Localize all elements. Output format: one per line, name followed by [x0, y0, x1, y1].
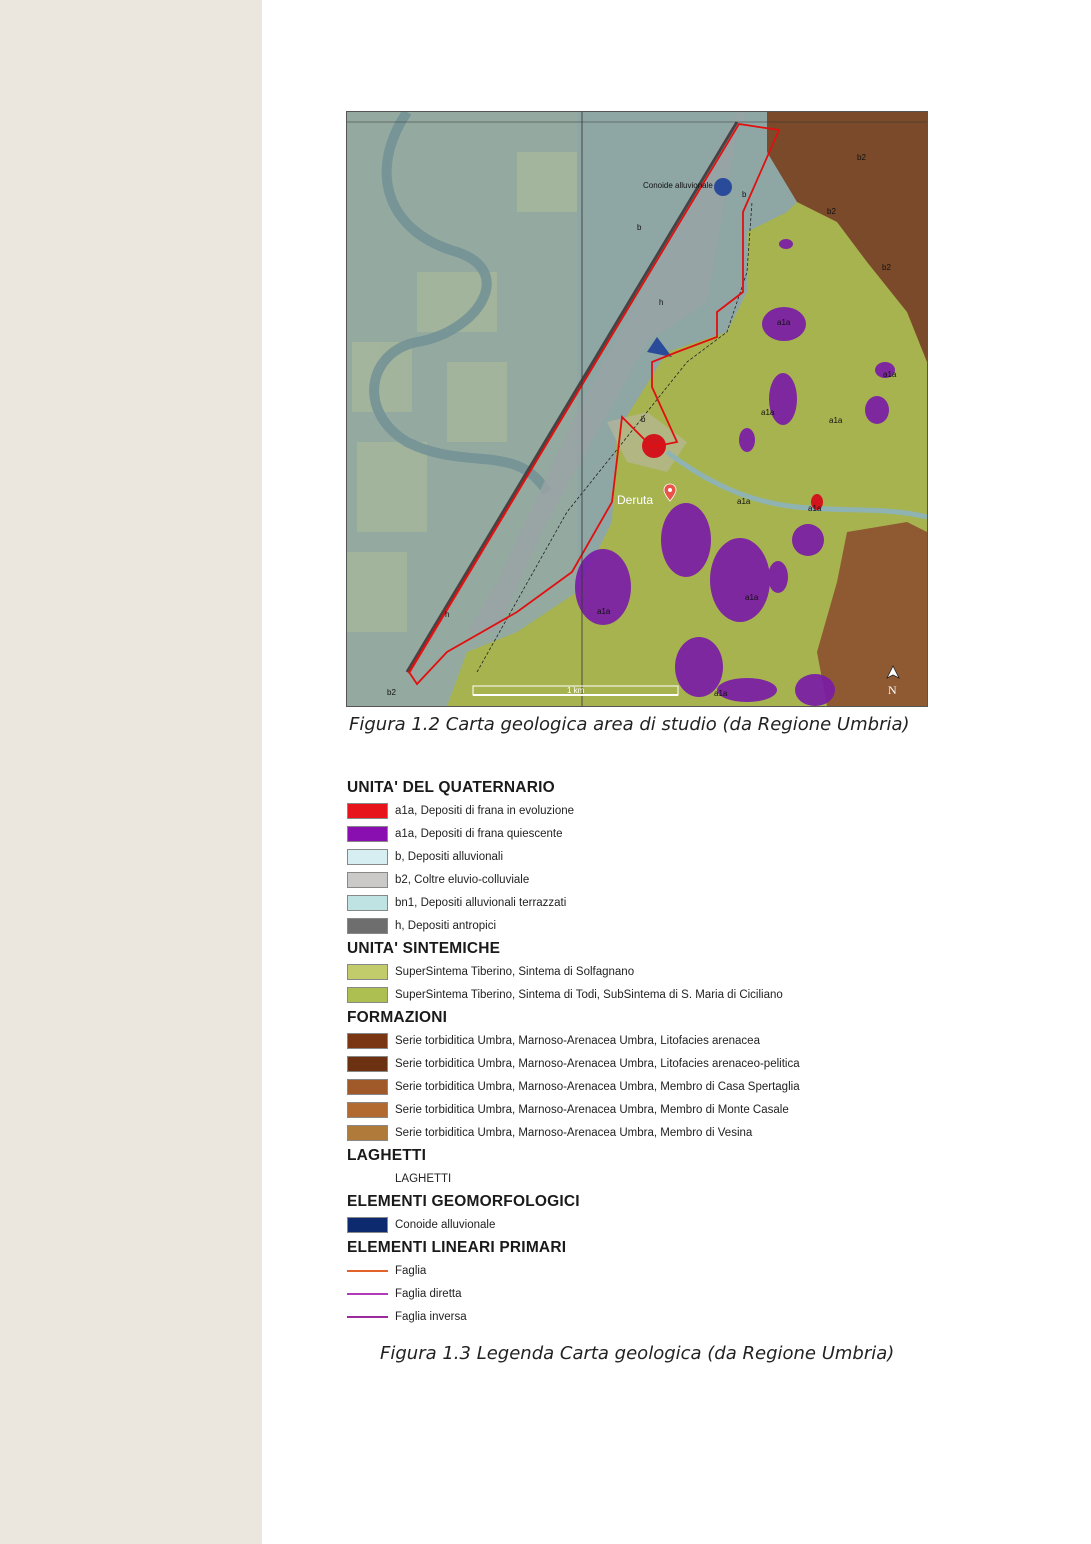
map-label-h: h: [445, 610, 450, 619]
map-label-a1a: a1a: [883, 370, 897, 379]
legend-color-swatch: [347, 987, 388, 1003]
legend-section-title: FORMAZIONI: [347, 1009, 448, 1026]
page-sidebar: [0, 0, 262, 1544]
map-label-a1a: a1a: [597, 607, 611, 616]
map-label-b: b: [742, 190, 747, 199]
map-label-a1a: a1a: [737, 497, 751, 506]
legend-item: [347, 1029, 927, 1052]
legend-color-swatch: [347, 1102, 388, 1118]
legend-item: [347, 1098, 927, 1121]
legend-item: [347, 1259, 927, 1282]
legend-section-title: UNITA' SINTEMICHE: [347, 940, 501, 957]
legend-item: [347, 1052, 927, 1075]
legend-line-symbol: [347, 1270, 388, 1272]
legend-item-label: SuperSintema Tiberino, Sintema di Solfagnano: [395, 965, 635, 978]
geological-map-graphic: [347, 112, 927, 706]
legend-color-swatch: [347, 964, 388, 980]
map-label-a1a: a1a: [829, 416, 843, 425]
north-label: N: [888, 683, 897, 697]
figure-caption-map: Figura 1.2 Carta geologica area di studio (da Regione Umbria): [349, 714, 910, 735]
legend-item-label: SuperSintema Tiberino, Sintema di Todi, SubSintema di S. Maria di Ciciliano: [395, 988, 783, 1001]
legend-color-swatch: [347, 849, 388, 865]
legend-color-swatch: [347, 1079, 388, 1095]
legend-item-label: b2, Coltre eluvio-colluviale: [395, 873, 530, 886]
legend-section-title: ELEMENTI LINEARI PRIMARI: [347, 1239, 567, 1256]
scale-label: 1 km: [567, 686, 585, 695]
legend-item-label: b, Depositi alluvionali: [395, 850, 504, 863]
town-label-deruta: Deruta: [617, 493, 654, 507]
legend-color-swatch: [347, 1056, 388, 1072]
legend-item: [347, 1121, 927, 1144]
legend-line-symbol: [347, 1316, 388, 1318]
map-label-a1a: a1a: [745, 593, 759, 602]
legend-color-swatch: [347, 1217, 388, 1233]
map-label-b2: b2: [827, 207, 836, 216]
legend-item-label: Serie torbiditica Umbra, Marnoso-Arenacea Umbra, Membro di Vesina: [395, 1126, 753, 1139]
map-label-b2: b2: [857, 153, 866, 162]
legend-item-label: a1a, Depositi di frana in evoluzione: [395, 804, 575, 817]
legend-item: [347, 1305, 927, 1328]
legend-item: [347, 868, 927, 891]
legend-item: [347, 1282, 927, 1305]
legend-item: [347, 891, 927, 914]
legend-item-label: Faglia: [395, 1264, 427, 1277]
legend-item-label: Faglia inversa: [395, 1310, 467, 1323]
legend-item: [347, 799, 927, 822]
legend-item: [347, 1213, 927, 1236]
legend-item: [347, 822, 927, 845]
legend-item: [347, 1075, 927, 1098]
legend-color-swatch: [347, 803, 388, 819]
map-label-a1a: a1a: [777, 318, 791, 327]
legend-item-label: Faglia diretta: [395, 1287, 462, 1300]
legend-item: [347, 914, 927, 937]
legend-item: [347, 983, 927, 1006]
map-label-a1a: a1a: [761, 408, 775, 417]
geological-legend: [347, 776, 927, 1328]
legend-color-swatch: [347, 895, 388, 911]
legend-item: [347, 960, 927, 983]
legend-color-swatch: [347, 826, 388, 842]
map-label-conoide: Conoide alluvionale: [643, 181, 713, 190]
map-label-b: b: [637, 223, 642, 232]
legend-color-swatch: [347, 918, 388, 934]
geological-map: [346, 111, 928, 707]
legend-item-label: bn1, Depositi alluvionali terrazzati: [395, 896, 567, 909]
legend-item-label: Serie torbiditica Umbra, Marnoso-Arenacea Umbra, Litofacies arenacea: [395, 1034, 760, 1047]
map-label-a1a: a1a: [808, 504, 822, 513]
legend-section-title: ELEMENTI GEOMORFOLOGICI: [347, 1193, 580, 1210]
map-label-h: h: [659, 298, 664, 307]
legend-item: [347, 1167, 927, 1190]
legend-color-swatch: [347, 1033, 388, 1049]
map-label-b2: b2: [882, 263, 891, 272]
map-label-b: b: [641, 415, 646, 424]
legend-item-label: h, Depositi antropici: [395, 919, 496, 932]
legend-section-title: UNITA' DEL QUATERNARIO: [347, 779, 555, 796]
legend-item-label: LAGHETTI: [395, 1172, 452, 1185]
legend-item-label: Serie torbiditica Umbra, Marnoso-Arenacea Umbra, Membro di Monte Casale: [395, 1103, 789, 1116]
legend-color-swatch: [347, 1125, 388, 1141]
legend-section-title: LAGHETTI: [347, 1147, 427, 1164]
legend-color-swatch: [347, 872, 388, 888]
legend-item-label: Conoide alluvionale: [395, 1218, 496, 1231]
legend-item: [347, 845, 927, 868]
legend-item-label: a1a, Depositi di frana quiescente: [395, 827, 563, 840]
legend-item-label: Serie torbiditica Umbra, Marnoso-Arenacea Umbra, Litofacies arenaceo-pelitica: [395, 1057, 800, 1070]
legend-item-label: Serie torbiditica Umbra, Marnoso-Arenacea Umbra, Membro di Casa Spertaglia: [395, 1080, 800, 1093]
figure-caption-legend: Figura 1.3 Legenda Carta geologica (da Regione Umbria): [380, 1343, 895, 1364]
map-label-b2: b2: [387, 688, 396, 697]
map-label-a1a: a1a: [714, 689, 728, 698]
legend-line-symbol: [347, 1293, 388, 1295]
